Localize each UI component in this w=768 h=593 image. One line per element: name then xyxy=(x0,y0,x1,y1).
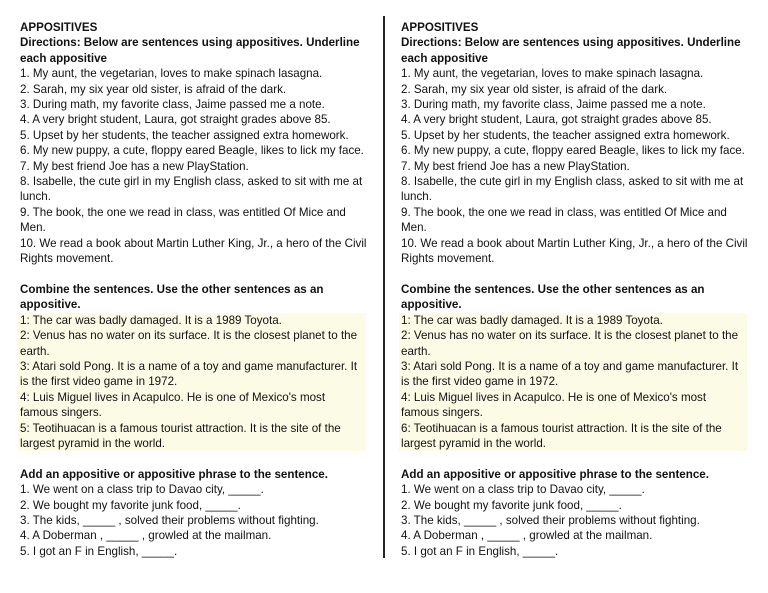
combine-heading: Combine the sentences. Use the other sentences as an appositive. xyxy=(20,282,324,312)
sentence-item: 9. The book, the one we read in class, was entitled Of Mice and Men. xyxy=(401,205,727,235)
add-appositive-heading: Add an appositive or appositive phrase to the sentence. xyxy=(401,467,709,481)
sentence-item: 6. My new puppy, a cute, floppy eared Beagle, likes to lick my face. xyxy=(401,144,745,158)
fill-in-item: 1. We went on a class trip to Davao city, _____. xyxy=(20,483,264,497)
combine-sentences xyxy=(18,313,366,452)
combine-item: 3: Atari sold Pong. It is a name of a toy and game manufacturer. It is the first video game in 1972. xyxy=(401,359,739,389)
sentence-item: 2. Sarah, my six year old sister, is afraid of the dark. xyxy=(20,82,287,96)
combine-item: 1: The car was badly damaged. It is a 1989 Toyota. xyxy=(401,313,663,327)
combine-item: 3: Atari sold Pong. It is a name of a toy and game manufacturer. It is the first video game in 1972. xyxy=(20,359,358,389)
sentence-item: 5. Upset by her students, the teacher assigned extra homework. xyxy=(401,128,730,142)
sentence-item: 7. My best friend Joe has a new PlayStation. xyxy=(20,159,249,173)
combine-item: 4: Luis Miguel lives in Acapulco. He is one of Mexico's most famous singers. xyxy=(20,390,326,420)
fill-in-item: 3. The kids, _____ , solved their problems without fighting. xyxy=(20,513,319,527)
worksheet-title: APPOSITIVES xyxy=(20,21,98,34)
sentence-item: 9. The book, the one we read in class, was entitled Of Mice and Men. xyxy=(20,205,346,235)
sentence-item: 4. A very bright student, Laura, got straight grades above 85. xyxy=(20,113,331,127)
combine-item: 5: Teotihuacan is a famous tourist attraction. It is the site of the largest pyramid in the world. xyxy=(20,421,341,450)
fill-in-sentences xyxy=(20,482,372,559)
sentence-item: 4. A very bright student, Laura, got straight grades above 85. xyxy=(401,113,712,127)
fill-in-item: 5. I got an F in English, _____. xyxy=(401,544,559,558)
sentence-item: 6. My new puppy, a cute, floppy eared Beagle, likes to lick my face. xyxy=(20,144,364,158)
combine-item: 2: Venus has no water on its surface. It is the closest planet to the earth. xyxy=(401,329,739,358)
sentence-item: 5. Upset by her students, the teacher assigned extra homework. xyxy=(20,128,349,142)
sentence-item: 2. Sarah, my six year old sister, is afraid of the dark. xyxy=(401,82,668,96)
combine-sentences xyxy=(399,313,747,452)
fill-in-sentences xyxy=(401,482,753,559)
worksheet-title: APPOSITIVES xyxy=(401,21,479,34)
sentence-item: 3. During math, my favorite class, Jaime passed me a note. xyxy=(20,98,325,112)
directions: Directions: Below are sentences using appositives. Underline each appositive xyxy=(20,36,360,65)
fill-in-item: 2. We bought my favorite junk food, _____. xyxy=(20,498,241,512)
sentence-item: 7. My best friend Joe has a new PlayStation. xyxy=(401,159,630,173)
fill-in-item: 4. A Doberman , _____ , growled at the mailman. xyxy=(20,529,272,543)
combine-item: 4: Luis Miguel lives in Acapulco. He is one of Mexico's most famous singers. xyxy=(401,390,707,420)
appositive-sentences xyxy=(401,66,753,266)
sentence-item: 3. During math, my favorite class, Jaime passed me a note. xyxy=(401,98,706,112)
fill-in-item: 4. A Doberman , _____ , growled at the mailman. xyxy=(401,529,653,543)
directions: Directions: Below are sentences using appositives. Underline each appositive xyxy=(401,36,741,65)
worksheet-left xyxy=(20,20,372,559)
fill-in-item: 5. I got an F in English, _____. xyxy=(20,544,178,558)
column-divider xyxy=(383,16,385,558)
sentence-item: 8. Isabelle, the cute girl in my English class, asked to sit with me at lunch. xyxy=(20,175,363,204)
sentence-item: 8. Isabelle, the cute girl in my English class, asked to sit with me at lunch. xyxy=(401,175,744,204)
combine-heading: Combine the sentences. Use the other sentences as an appositive. xyxy=(401,282,705,312)
combine-item: 1: The car was badly damaged. It is a 1989 Toyota. xyxy=(20,313,282,327)
fill-in-item: 3. The kids, _____ , solved their problems without fighting. xyxy=(401,513,700,527)
sentence-item: 10. We read a book about Martin Luther King, Jr., a hero of the Civil Rights movement. xyxy=(401,236,748,266)
appositive-sentences xyxy=(20,66,372,266)
sentence-item: 1. My aunt, the vegetarian, loves to make spinach lasagna. xyxy=(401,67,704,81)
fill-in-item: 2. We bought my favorite junk food, _____. xyxy=(401,498,622,512)
combine-item: 2: Venus has no water on its surface. It is the closest planet to the earth. xyxy=(20,329,358,358)
combine-item: 6: Teotihuacan is a famous tourist attraction. It is the site of the largest pyramid in the world. xyxy=(401,421,722,450)
add-appositive-heading: Add an appositive or appositive phrase to the sentence. xyxy=(20,467,328,481)
sentence-item: 10. We read a book about Martin Luther King, Jr., a hero of the Civil Rights movement. xyxy=(20,236,367,266)
fill-in-item: 1. We went on a class trip to Davao city, _____. xyxy=(401,483,645,497)
sentence-item: 1. My aunt, the vegetarian, loves to make spinach lasagna. xyxy=(20,67,323,81)
worksheet-right xyxy=(401,20,753,559)
